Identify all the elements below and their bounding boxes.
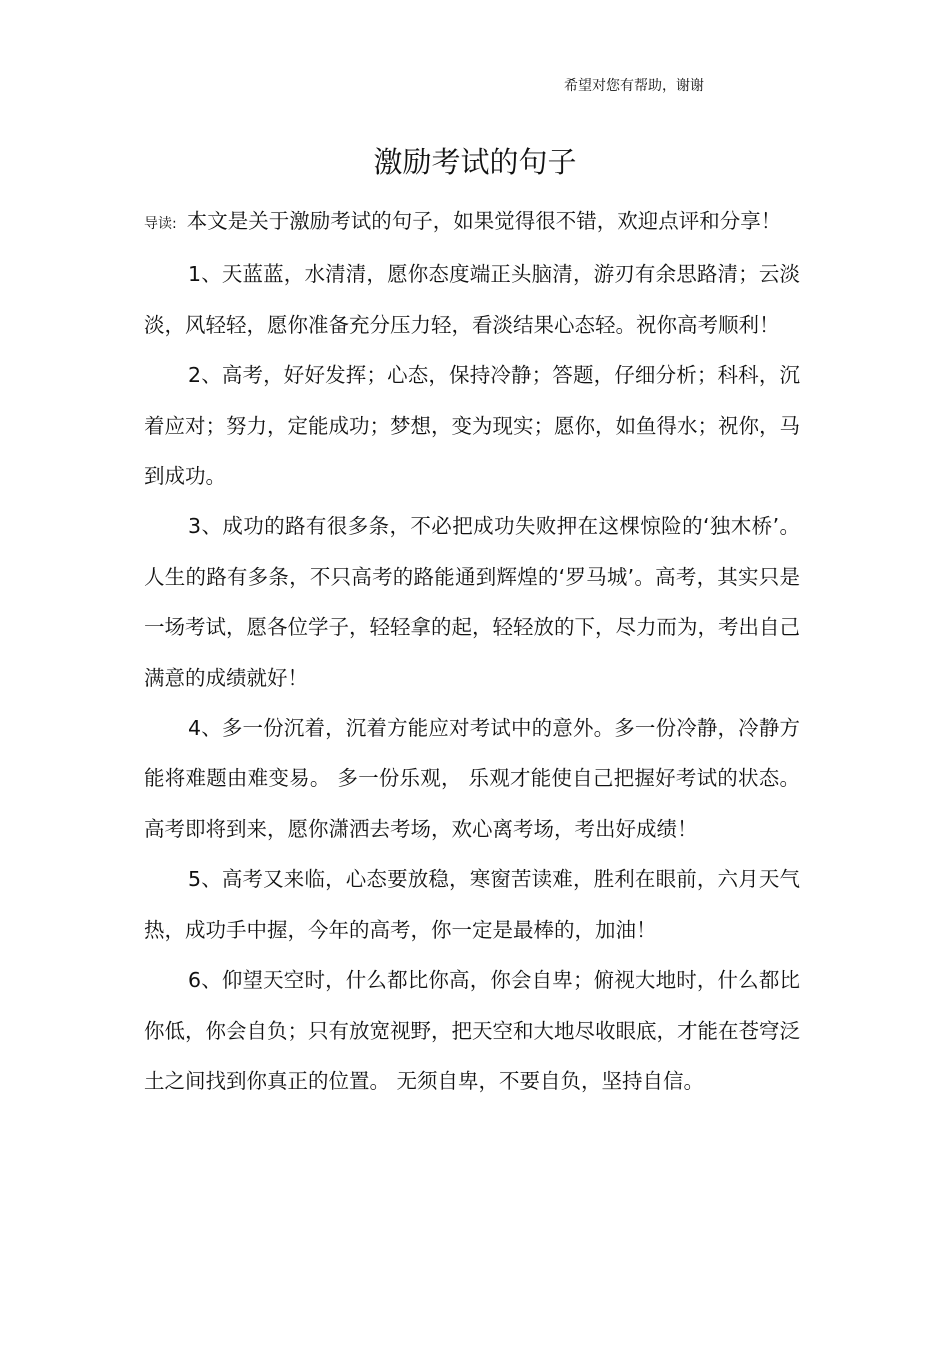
document-title: 激励考试的句子 [373,145,577,179]
paragraph-2: 2、高考，好好发挥；心态，保持冷静；答题，仔细分析；科科，沉着应对；努力，定能成功；梦想，变为现实；愿你，如鱼得水；祝你，马到成功。 [144,363,800,489]
paragraph-5: 5、高考又来临，心态要放稳，寒窗苦读难，胜利在眼前，六月天气热，成功手中握，今年的高考，你一定是最棒的，加油！ [144,867,800,942]
intro-paragraph [144,196,800,249]
header-note: 希望对您有帮助，谢谢 [564,78,704,94]
paragraph-3: 3、成功的路有很多条，不必把成功失败押在这棵惊险的‘独木桥’。人生的路有多条，不只高考的路能通到辉煌的‘罗马城’。高考，其实只是一场考试，愿各位学子，轻轻拿的起，轻轻放的下，尽力而为，考出自己满意的成绩就好！ [144,514,800,690]
document-body [144,196,800,1106]
paragraph-4: 4、多一份沉着，沉着方能应对考试中的意外。多一份冷静，冷静方能将难题由难变易。 多一份乐观， 乐观才能使自己把握好考试的状态。高考即将到来，愿你潇洒去考场，欢心离考场，考出好成绩！ [144,716,800,841]
intro-text: 本文是关于激励考试的句子，如果觉得很不错，欢迎点评和分享！ [186,209,782,233]
paragraph-6: 6、仰望天空时，什么都比你高，你会自卑；俯视大地时，什么都比你低，你会自负；只有放宽视野，把天空和大地尽收眼底，才能在苍穹泛土之间找到你真正的位置。 无须自卑，不要自负，坚持自信。 [144,968,800,1093]
paragraph-1: 1、天蓝蓝，水清清，愿你态度端正头脑清，游刃有余思路清；云淡淡，风轻轻，愿你准备充分压力轻，看淡结果心态轻。祝你高考顺利！ [144,262,800,337]
intro-label: 导读: [144,216,177,232]
